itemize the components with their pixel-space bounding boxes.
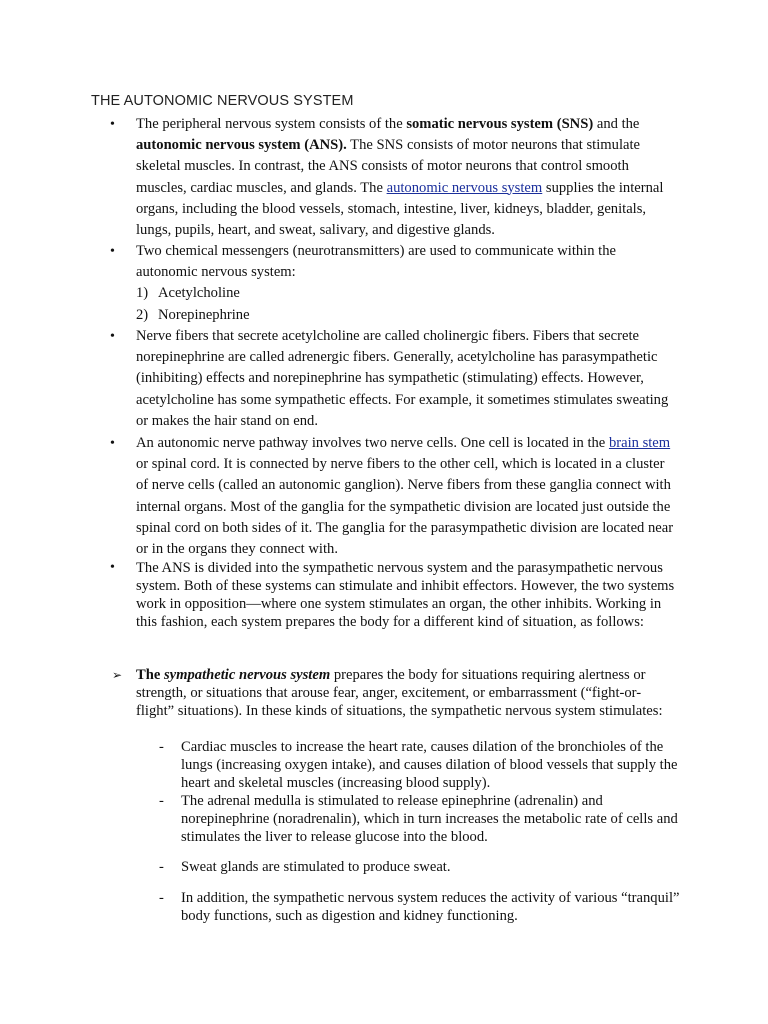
sub-item-adrenal — [159, 792, 681, 846]
bullet-icon: • — [110, 436, 115, 451]
sympathetic-nervous-system-item — [112, 666, 676, 720]
list-number: 2) — [136, 306, 149, 323]
page-title: THE AUTONOMIC NERVOUS SYSTEM — [91, 93, 354, 109]
list-item — [136, 305, 676, 326]
paragraph-text: The peripheral nervous system consists of the — [136, 116, 407, 132]
dash-bullet: - — [159, 859, 164, 875]
paragraph-text: An autonomic nerve pathway involves two nerve cells. One cell is located in the — [136, 435, 609, 451]
sub-item-cardiac — [159, 738, 681, 792]
bullet-icon: • — [110, 560, 115, 575]
dash-bullet: - — [159, 890, 164, 906]
term-ans: autonomic nervous system (ANS). — [136, 137, 347, 154]
term-sympathetic: sympathetic nervous system — [163, 667, 331, 683]
sub-item-tranquil — [159, 889, 681, 925]
autonomic-nervous-system-link[interactable]: autonomic nervous system — [386, 179, 543, 196]
arrow-bullet-icon: ➢ — [112, 668, 123, 682]
sub-item-text: In addition, the sympathetic nervous system reduces the activity of various “tranquil” body functions, such as digestion and kidney functioning. — [181, 890, 680, 925]
sub-item-sweat — [159, 858, 681, 876]
bullet-chemical-messengers — [110, 241, 676, 326]
brain-stem-link[interactable]: brain stem — [608, 435, 671, 451]
bullet-peripheral-nervous-system — [110, 114, 676, 241]
paragraph-text: and the — [593, 116, 640, 132]
sub-item-text: Cardiac muscles to increase the heart rate, causes dilation of the bronchioles of the lungs (increasing oxygen intake), and causes dilation of blood vessels that supply the heart and skeletal muscles (increasing blood supply). — [181, 739, 678, 792]
bullet-ans-divisions — [110, 559, 676, 631]
paragraph-text: supplies the internal organs, including the blood vessels, stomach, intestine, liver, kidneys, bladder, genitals, lungs, pupils, heart, and sweat, salivary, and digestive glands. — [136, 179, 664, 239]
paragraph-text: The SNS consists of motor neurons that stimulate skeletal muscles. In contrast, the ANS consists of motor neurons that control smooth muscles, cardiac muscles, and glands. The — [136, 137, 641, 196]
bullet-nerve-fibers — [110, 326, 676, 432]
bullet-icon: • — [110, 117, 115, 132]
paragraph-text: Nerve fibers that secrete acetylcholine are called cholinergic fibers. Fibers that secrete norepinephrine are called adrenergic fibers. Generally, acetylcholine has parasympathetic (inhibiting) effects and norepinephrine has sympathetic (stimulating) effects. However, acetylcholine has some sympathetic effects. For example, it sometimes stimulates sweating or makes the hair stand on end. — [136, 328, 669, 429]
term-sns: somatic nervous system (SNS) — [406, 116, 594, 132]
bullet-nerve-pathway — [110, 433, 676, 560]
sub-item-text: The adrenal medulla is stimulated to release epinephrine (adrenalin) and norepinephrine (noradrenalin), which in turn increases the metabolic rate of cells and stimulates the liver to release glucose into the blood. — [181, 793, 678, 846]
bullet-icon: • — [110, 244, 115, 259]
paragraph-text: Two chemical messengers (neurotransmitters) are used to communicate within the autonomic nervous system: — [136, 243, 617, 281]
list-item — [136, 283, 676, 304]
lead-text: The — [136, 667, 164, 683]
list-item-text: Acetylcholine — [158, 285, 240, 302]
bullet-icon: • — [110, 329, 115, 344]
paragraph-text: The ANS is divided into the sympathetic nervous system and the parasympathetic nervous system. Both of these systems can stimulate and inhibit effectors. However, the two systems work in opposition—where one system stimulates an organ, the other inhibits. Working in this fashion, each system prepares the body for a different kind of situation, as follows: — [136, 560, 675, 631]
paragraph-text: prepares the body for situations requiring alertness or strength, or situations that arouse fear, anger, excitement, or embarrassment (“fight-or-flight” situations). In these kinds of situations, the sympathetic nervous system stimulates: — [136, 667, 663, 720]
sub-item-text: Sweat glands are stimulated to produce sweat. — [181, 859, 451, 875]
dash-bullet: - — [159, 739, 164, 755]
dash-bullet: - — [159, 793, 164, 809]
paragraph-text: or spinal cord. It is connected by nerve fibers to the other cell, which is located in a cluster of nerve cells (called an autonomic ganglion). Nerve fibers from these ganglia connect with internal organs. Most of the ganglia for the sympathetic division are located just outside the spinal cord on both sides of it. The ganglia for the parasympathetic division are located near or in the organs they connect with. — [136, 456, 674, 558]
list-number: 1) — [136, 285, 149, 302]
list-item-text: Norepinephrine — [158, 306, 250, 323]
